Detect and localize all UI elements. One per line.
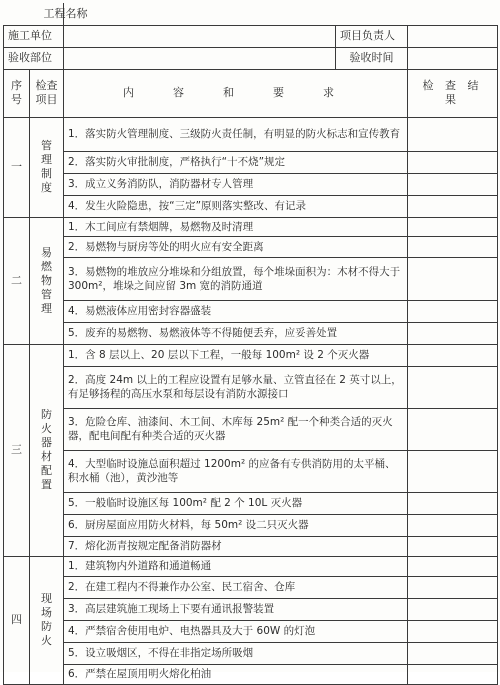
result-cell[interactable] (408, 450, 498, 492)
builder-label: 施工单位 (4, 25, 64, 47)
result-cell[interactable] (408, 642, 498, 664)
project-name-row (4, 3, 498, 25)
builder-value[interactable] (64, 25, 336, 47)
col-item-line-2: 项目 (35, 93, 58, 106)
project-name-label: 工程名称 (4, 3, 64, 25)
section-2-category-char: 燃 (41, 259, 52, 273)
section-4-row-1 (4, 556, 498, 576)
check-item: 1．建筑物内外道路和通道畅通 (64, 556, 408, 576)
section-3-row-4 (4, 450, 498, 492)
check-item: 2．落实防火审批制度，严格执行“十不烧”规定 (64, 151, 408, 173)
section-2-row-1 (4, 217, 498, 236)
inspect-time-label: 验收时间 (336, 47, 408, 69)
section-4-row-2 (4, 576, 498, 598)
fire-safety-inspection-table (3, 3, 498, 685)
check-item: 3．易燃物的堆放应分堆垛和分组放置，每个堆垛面积为：木材不得大于 300m²，堆垛之间应留 3m 宽的消防通道 (64, 257, 408, 300)
col-item-header (30, 69, 64, 117)
check-item: 1．木工间应有禁烟牌，易燃物及时清理 (64, 217, 408, 236)
section-4-seq: 四 (4, 556, 30, 684)
col-content-title: 内 容 和 要 求 (123, 86, 348, 99)
check-item: 6．厨房屋面应用防火材料，每 50m² 设二只灭火器 (64, 514, 408, 536)
col-seq-line-2: 号 (11, 93, 22, 106)
section-3-category-char: 器 (41, 436, 52, 449)
section-2-category-char: 物 (41, 273, 52, 287)
builder-row (4, 25, 498, 47)
section-4-row-4 (4, 620, 498, 642)
result-cell[interactable] (408, 117, 498, 151)
check-item: 1．含 8 层以上、20 层以下工程，一般每 100m² 设 2 个灭火器 (64, 344, 408, 366)
inspect-time-value[interactable] (408, 47, 498, 69)
check-item: 3．高层建筑施工现场上下要有通讯报警装置 (64, 598, 408, 620)
check-item: 2．在建工程内不得兼作办公室、民工宿舍、仓库 (64, 576, 408, 598)
check-item: 1．落实防火管理制度、三级防火责任制，有明显的防火标志和宣传教育 (64, 117, 408, 151)
check-item: 5．一般临时设施区每 100m² 配 2 个 10L 灭火器 (64, 492, 408, 514)
section-2-category-char: 管 (41, 287, 52, 301)
result-cell[interactable] (408, 300, 498, 322)
section-1-seq: 一 (4, 117, 30, 217)
section-2-category-char: 易 (41, 245, 52, 259)
section-4-category-char: 现 (41, 592, 52, 605)
section-3-seq: 三 (4, 344, 30, 556)
col-result-header (408, 69, 498, 117)
check-item: 6．严禁在屋顶用明火熔化柏油 (64, 664, 408, 684)
section-3-row-5 (4, 492, 498, 514)
project-name-value[interactable] (64, 3, 498, 25)
section-3-row-2 (4, 366, 498, 408)
column-header-row (4, 69, 498, 117)
section-1-row-1 (4, 117, 498, 151)
col-result-title: 检 查 结 果 (422, 79, 483, 106)
check-item: 7．熔化沥青按规定配备消防器材 (64, 536, 408, 556)
section-3-row-3 (4, 408, 498, 450)
section-1-row-3 (4, 173, 498, 195)
result-cell[interactable] (408, 514, 498, 536)
section-3-row-7 (4, 536, 498, 556)
section-3-category-char: 火 (41, 422, 52, 435)
result-cell[interactable] (408, 322, 498, 344)
section-3-category (30, 344, 64, 556)
section-3-row-1 (4, 344, 498, 366)
section-3-category-char: 置 (41, 478, 52, 491)
section-3-row-6 (4, 514, 498, 536)
result-cell[interactable] (408, 492, 498, 514)
check-item: 3．危险仓库、油漆间、木工间、木库每 25m² 配一个种类合适的灭火器，配电间配有种类合适的灭火器 (64, 408, 408, 450)
result-cell[interactable] (408, 173, 498, 195)
section-1-category-char: 理 (41, 153, 52, 166)
check-item: 5．废弃的易燃物、易燃液体等不得随便丢弃，应妥善处置 (64, 322, 408, 344)
inspector-value[interactable] (64, 47, 336, 69)
section-2-row-3 (4, 257, 498, 300)
section-4-row-5 (4, 642, 498, 664)
result-cell[interactable] (408, 664, 498, 684)
check-item: 4．发生火险隐患，按“三定”原则落实整改、有记录 (64, 195, 408, 217)
section-3-category-char: 配 (41, 464, 52, 477)
section-2-row-5 (4, 322, 498, 344)
result-cell[interactable] (408, 408, 498, 450)
section-4-category (30, 556, 64, 684)
result-cell[interactable] (408, 195, 498, 217)
manager-label: 项目负责人 (336, 25, 408, 47)
section-4-category-char: 防 (41, 620, 52, 633)
section-3-category-char: 材 (41, 450, 52, 463)
col-item-line-1: 检查 (35, 79, 58, 92)
section-4-row-3 (4, 598, 498, 620)
section-1-row-4 (4, 195, 498, 217)
check-item: 4．易燃液体应用密封容器盛装 (64, 300, 408, 322)
result-cell[interactable] (408, 151, 498, 173)
section-1-category-char: 制 (41, 167, 52, 180)
section-4-row-6 (4, 664, 498, 684)
result-cell[interactable] (408, 576, 498, 598)
result-cell[interactable] (408, 366, 498, 408)
result-cell[interactable] (408, 536, 498, 556)
check-item: 2．易燃物与厨房等处的明火应有安全距离 (64, 236, 408, 257)
section-4-category-char: 火 (41, 634, 52, 647)
check-item: 2．高度 24m 以上的工程应设置有足够水量、立管直径在 2 英寸以上，有足够扬程的高压水泵和每层设有消防水源接口 (64, 366, 408, 408)
check-item: 4．大型临时设施总面积超过 1200m² 的应备有专供消防用的太平桶、积水桶（池），黄沙池等 (64, 450, 408, 492)
check-item: 4．严禁宿舍使用电炉、电热器具及大于 60W 的灯泡 (64, 620, 408, 642)
result-cell[interactable] (408, 344, 498, 366)
inspector-label: 验收部位 (4, 47, 64, 69)
section-1-category-char: 管 (41, 139, 52, 152)
result-cell[interactable] (408, 217, 498, 236)
inspector-row (4, 47, 498, 69)
result-cell[interactable] (408, 620, 498, 642)
col-seq-line-1: 序 (11, 79, 22, 92)
result-cell[interactable] (408, 598, 498, 620)
section-2-category (30, 217, 64, 344)
section-2-category-char: 理 (41, 301, 52, 315)
check-item: 3．成立义务消防队，消防器材专人管理 (64, 173, 408, 195)
section-1-category-char: 度 (41, 181, 52, 194)
result-cell[interactable] (408, 236, 498, 257)
col-content-header (64, 69, 408, 117)
section-3-category-char: 防 (41, 408, 52, 421)
section-2-row-4 (4, 300, 498, 322)
check-item: 5．设立吸烟区，不得在非指定场所吸烟 (64, 642, 408, 664)
col-seq-header (4, 69, 30, 117)
section-1-category (30, 117, 64, 217)
section-2-seq: 二 (4, 217, 30, 344)
section-2-row-2 (4, 236, 498, 257)
section-4-category-char: 场 (41, 606, 52, 619)
result-cell[interactable] (408, 556, 498, 576)
result-cell[interactable] (408, 257, 498, 300)
manager-value[interactable] (408, 25, 498, 47)
section-1-row-2 (4, 151, 498, 173)
